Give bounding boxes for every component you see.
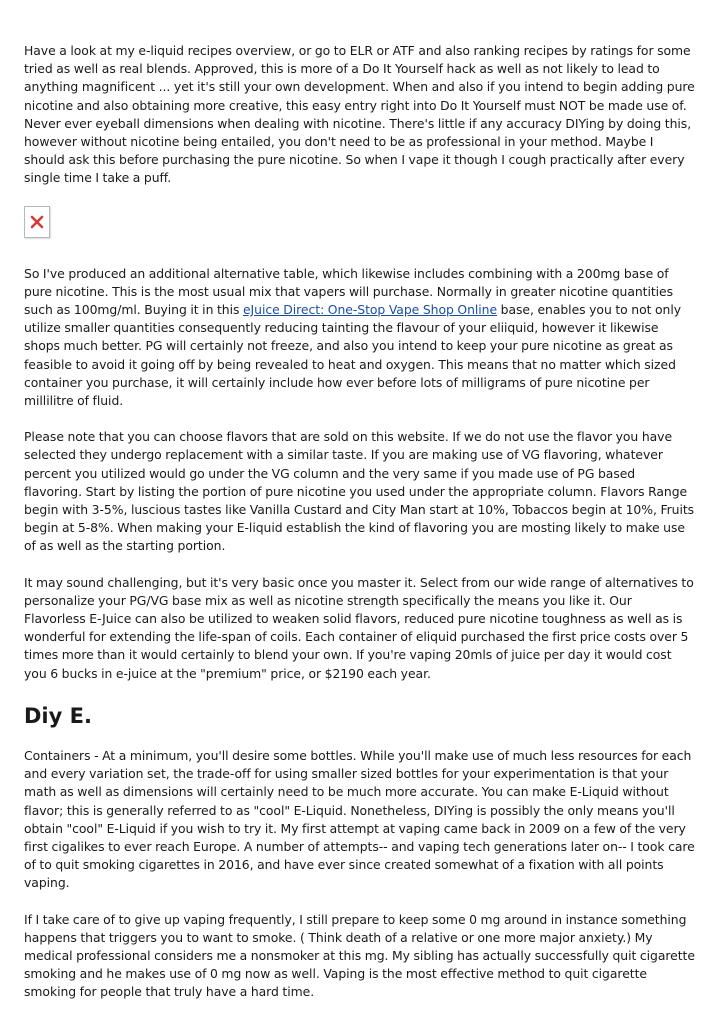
paragraph-4: It may sound challenging, but it's very basic once you master it. Select from our wide range of alternatives to personalize your PG/VG base mix as well as nicotine strength specifically the means you like it. Our Flavorless E-Juice can also be utilized to weaken solid flavors, reduced pure nicotine toughness as well as is wonderful for extending the life-span of coils. Each container of eliquid purchased the first price costs over 5 times more than it would certainly to blend your own. If you're vaping 20mls of juice per day it would cost you 6 bucks in e-juice at the "premium" price, or $2190 each year. bbox=[24, 574, 694, 681]
ejuice-direct-link[interactable]: eJuice Direct: One-Stop Vape Shop Online bbox=[242, 302, 498, 318]
close-x-icon bbox=[30, 215, 44, 229]
paragraph-2-text-after: base, enables you to not only utilize smaller quantities consequently reducing tainting the flavour of your eliiquid, however it likewise shops much better. PG will certainly not freeze, and also you intend to keep your pure nicotine as great as feasible to avoid it going off by being revealed to heat and oxygen. This means that no matter which sized container you purchase, it will certainly include how ever before lots of milligrams of pure nicotine per millilitre of fluid. bbox=[24, 302, 682, 409]
paragraph-6: If I take care of to give up vaping frequently, I still prepare to keep some 0 mg around in instance something happens that triggers you to want to smoke. ( Think death of a relative or one more major anxiety.) My medical professional considers me a nonsmoker at this mg. My sibling has actually successfully quit cigarette smoking and he makes use of 0 mg now as well. Vaping is the most effective method to quit cigarette smoking for people that truly have a hard time. bbox=[24, 911, 695, 1000]
paragraph-1: Have a look at my e-liquid recipes overview, or go to ELR or ATF and also ranking recipes by ratings for some tried as well as real blends. Approved, this is more of a Do It Yourself hack as well as not likely to lead to anything magnificent ... yet it's still your own development. When and also if you intend to begin adding pure nicotine and also obtaining more creative, this easy entry right into Do It Yourself must NOT be made use of. Never ever eyeball dimensions when dealing with nicotine. There's little if any accuracy DIYing by doing this, however without nicotine being entailed, you don't need to be as professional in your method. Maybe I should ask this before purchasing the pure nicotine. So when I vape it though I cough practically after every single time I take a puff. bbox=[24, 43, 695, 186]
broken-image-icon bbox=[24, 206, 50, 238]
section-heading: Diy E. bbox=[24, 703, 92, 728]
paragraph-2 bbox=[24, 265, 696, 411]
paragraph-5: Containers - At a minimum, you'll desire some bottles. While you'll make use of much less resources for each and every variation set, the trade-off for using smaller sized bottles for your experimentation is that your math as well as dimensions will certainly need to be much more accurate. You can make E-Liquid without flavor; this is generally referred to as "cool" E-Liquid. Nonetheless, DIYing is possibly the only means you'll obtain "cool" E-Liquid if you wish to try it. My first attempt at vaping came back in 2009 on a few of the very first cigalikes to ever reach Europe. A number of attempts-- and vaping tech generations later on-- I took care of to quit smoking cigarettes in 2016, and have ever since created somewhat of a fixation with all points vaping. bbox=[24, 747, 695, 891]
paragraph-3: Please note that you can choose flavors that are sold on this website. If we do not use the flavor you have selected they undergo replacement with a similar taste. If you are making use of VG flavoring, whatever percent you utilized would go under the VG column and the very same if you made use of PG based flavoring. Start by listing the portion of pure nicotine you used under the appropriate column. Flavors Range begin with 3-5%, luscious tastes like Vanilla Custard and City Man start at 10%, Tobaccos begin at 10%, Fruits begin at 5-8%. When making your E-liquid establish the kind of flavoring you are mosting likely to make use of as well as the starting portion. bbox=[24, 429, 695, 554]
paragraph-2-text-before: So I've produced an additional alternative table, which likewise includes combining with a 200mg base of pure nicotine. This is the most usual mix that vapers will purchase. Normally in greater nicotine quantities such as 100mg/ml. Buying it in this bbox=[24, 265, 674, 318]
